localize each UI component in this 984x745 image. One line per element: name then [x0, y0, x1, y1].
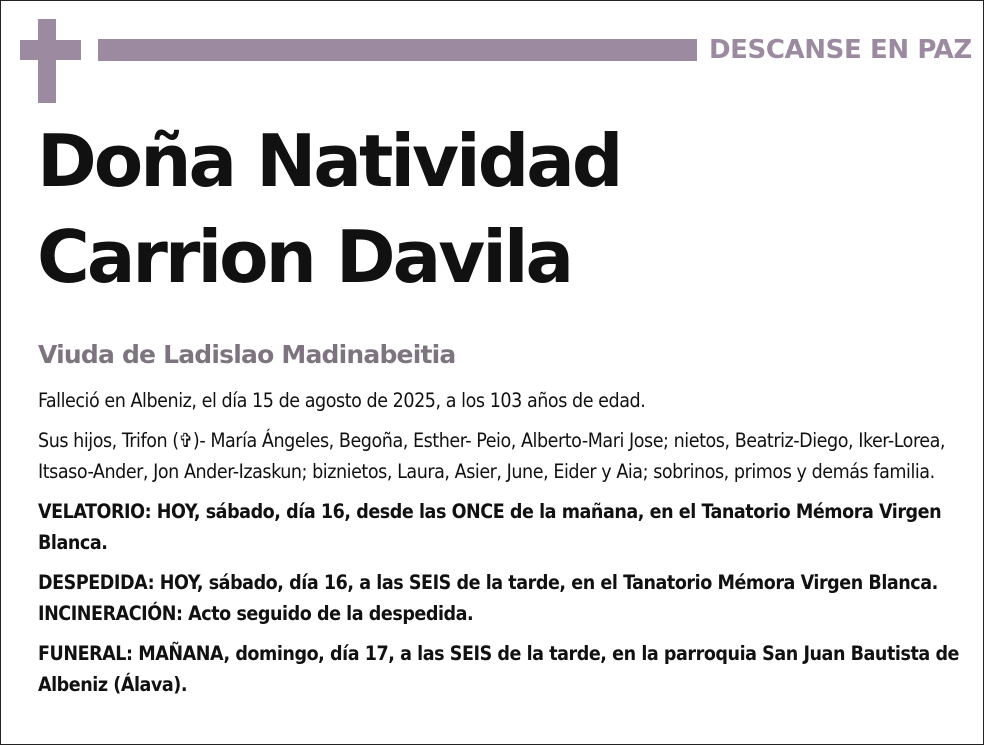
obituary-body: [38, 385, 968, 709]
cross-icon-arm: [20, 40, 81, 60]
cross-icon: [38, 19, 56, 103]
header-label: DESCANSE EN PAZ: [709, 35, 972, 65]
deceased-name-line1: Doña Natividad: [37, 119, 621, 203]
deceased-name-line2: Carrion Davila: [37, 215, 572, 299]
despedida-info: DESPEDIDA: HOY, sábado, día 16, a las SEIS de la tarde, en el Tanatorio Mémora Virgen Blanca. INCINERACIÓN: Acto seguido de la despedida.: [38, 571, 938, 625]
velatorio-info: VELATORIO: HOY, sábado, día 16, desde las ONCE de la mañana, en el Tanatorio Mémora Virgen Blanca.: [38, 500, 942, 554]
funeral-info: FUNERAL: MAÑANA, domingo, día 17, a las SEIS de la tarde, en la parroquia San Juan Bautista de Albeniz (Álava).: [38, 642, 960, 696]
widow-subtitle: Viuda de Ladislao Madinabeitia: [38, 340, 456, 369]
family-list: Sus hijos, Trifon (✞)- María Ángeles, Begoña, Esther- Peio, Alberto-Mari Jose; nietos, Beatriz-Diego, Iker-Lorea, Itsaso-Ander, Jon Ander-Izaskun; biznietos, Laura, Asier, June, Eider y Aia; sobrinos, primos y demás familia.: [38, 429, 946, 483]
death-notice: Falleció en Albeniz, el día 15 de agosto de 2025, a los 103 años de edad.: [38, 389, 646, 412]
header-rule: [98, 39, 697, 61]
deceased-name: [37, 113, 967, 305]
